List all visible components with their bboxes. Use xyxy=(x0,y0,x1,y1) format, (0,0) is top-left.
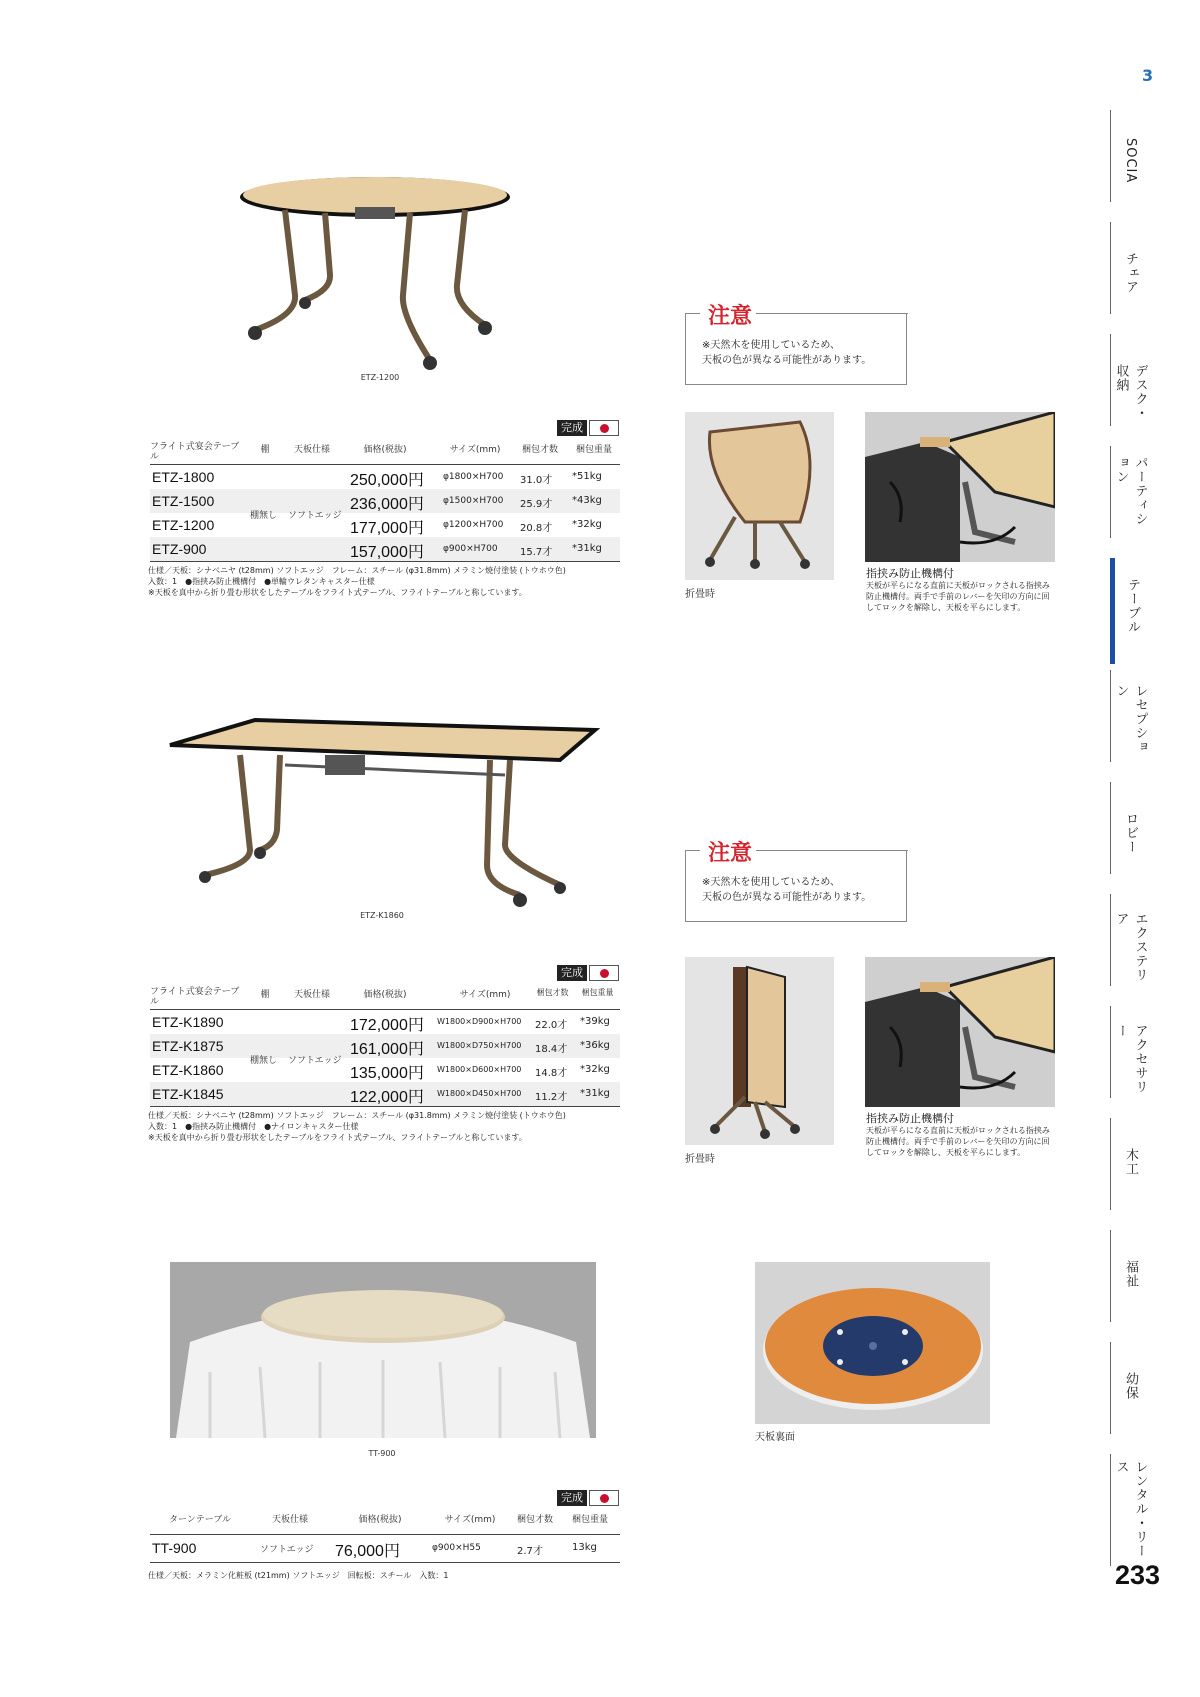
image-caption: TT-900 xyxy=(368,1449,396,1458)
table-row xyxy=(150,489,620,513)
japan-flag-icon xyxy=(589,965,619,981)
table-row xyxy=(150,537,620,561)
mechanism-title: 指挟み防止機構付 xyxy=(866,1112,954,1125)
index-tab-lobby[interactable] xyxy=(1110,782,1150,874)
index-tab-socia[interactable] xyxy=(1110,110,1150,202)
photo-caption: 天板裏面 xyxy=(755,1432,795,1443)
package-weight: *32kg xyxy=(572,519,602,530)
package-cube: 20.8才 xyxy=(520,523,553,534)
round-table-image xyxy=(235,175,515,385)
mechanism-image xyxy=(865,412,1055,562)
turntable-image xyxy=(170,1262,596,1438)
table-row xyxy=(150,465,620,489)
top-spec: ソフトエッジ xyxy=(288,511,342,521)
mechanism-desc: 天板が平らになる直前に天板がロックされる指挟み防止機構付。両手で手前のレバーを矢印の方向に回してロックを解除し、天板を平らにします。 xyxy=(866,581,1050,612)
top-spec: ソフトエッジ xyxy=(288,1056,342,1066)
folded-photo xyxy=(685,957,834,1145)
back-photo xyxy=(755,1262,990,1424)
package-cube: 25.9才 xyxy=(520,499,553,510)
folded-table-image xyxy=(685,412,834,580)
model-name: ETZ-K1845 xyxy=(152,1086,224,1102)
mechanism-photo xyxy=(865,957,1055,1107)
index-label: 木工 xyxy=(1123,1148,1138,1176)
index-label: SOCIA xyxy=(1123,138,1138,184)
note-line: 仕様／天板：メラミン化粧板 (t21mm) ソフトエッジ 回転板：スチール 入数：1 xyxy=(148,1571,449,1580)
made-badge xyxy=(557,965,619,981)
header-size: サイズ(mm) xyxy=(459,990,511,1000)
caution-box xyxy=(685,304,907,385)
size: W1800×D450×H700 xyxy=(437,1089,522,1098)
index-label: レンタル・リース xyxy=(1113,1460,1148,1558)
table-row xyxy=(150,1536,620,1560)
table-row xyxy=(150,1010,620,1034)
price: 76,000円 xyxy=(335,1543,400,1560)
package-weight: *51kg xyxy=(572,471,602,482)
folded-rect-table-image xyxy=(685,957,834,1145)
shelf-spec: 棚無し xyxy=(250,1056,278,1066)
price: 157,000円 xyxy=(350,544,424,561)
photo-caption: 折畳時 xyxy=(685,589,715,600)
spec-table xyxy=(150,442,620,562)
note-line: ※天板を真中から折り畳む形状をしたテーブルをフライト式テーブル、フライトテーブルと称しています。 xyxy=(148,1133,527,1142)
header-size: サイズ(mm) xyxy=(444,1515,496,1525)
header-price: 価格(税抜) xyxy=(363,445,407,455)
index-label: 幼保 xyxy=(1123,1372,1138,1400)
header-size: サイズ(mm) xyxy=(449,445,501,455)
header-cube: 梱包才数 xyxy=(516,1515,553,1525)
package-weight: *31kg xyxy=(572,543,602,554)
model-name: ETZ-1200 xyxy=(152,517,215,533)
price: 172,000円 xyxy=(350,1017,424,1034)
price: 177,000円 xyxy=(350,520,424,537)
index-tab-welfare[interactable] xyxy=(1110,1230,1150,1322)
header-cube: 梱包才数 xyxy=(536,988,569,997)
index-tab-woodwork[interactable] xyxy=(1110,1118,1150,1210)
spec-notes xyxy=(148,565,628,598)
corner-mark: 3 xyxy=(1142,66,1154,85)
size: φ900×H700 xyxy=(443,544,498,554)
model-name: ETZ-K1890 xyxy=(152,1014,224,1030)
header-product: フライト式宴会テーブル xyxy=(150,987,240,1007)
note-line: ※天板を真中から折り畳む形状をしたテーブルをフライト式テーブル、フライトテーブルと称しています。 xyxy=(148,588,527,597)
image-caption: ETZ-K1860 xyxy=(360,911,404,920)
caution-line: 天板の色が異なる可能性があります。 xyxy=(702,355,872,366)
header-top: 天板仕様 xyxy=(293,990,330,1000)
index-tab-exterior[interactable] xyxy=(1110,894,1150,986)
header-weight: 梱包重量 xyxy=(575,445,612,455)
package-cube: 14.8才 xyxy=(535,1068,568,1079)
note-line: 入数：1 ●指挟み防止機構付 ●単輪ウレタンキャスター仕様 xyxy=(148,577,375,586)
model-name: ETZ-1500 xyxy=(152,493,215,509)
japan-flag-icon xyxy=(589,1490,619,1506)
complete-label: 完成 xyxy=(557,1490,587,1506)
size: φ1500×H700 xyxy=(443,496,504,506)
package-weight: *43kg xyxy=(572,495,602,506)
price: 236,000円 xyxy=(350,496,424,513)
model-name: ETZ-1800 xyxy=(152,469,215,485)
index-label: エクステリア xyxy=(1113,912,1148,982)
header-shelf: 棚 xyxy=(260,445,270,455)
spec-table xyxy=(150,987,620,1107)
header-top: 天板仕様 xyxy=(271,1515,308,1525)
price: 161,000円 xyxy=(350,1041,424,1058)
index-tab-desk[interactable] xyxy=(1110,334,1150,426)
table-row xyxy=(150,1058,620,1082)
model-name: TT-900 xyxy=(152,1540,197,1556)
japan-flag-icon xyxy=(589,420,619,436)
index-tab-nursery[interactable] xyxy=(1110,1342,1150,1434)
index-tab-table[interactable] xyxy=(1110,558,1150,664)
index-label: デスク・収納 xyxy=(1113,364,1148,420)
caution-text xyxy=(702,875,871,905)
package-cube: 2.7才 xyxy=(517,1546,543,1557)
size: W1800×D750×H700 xyxy=(437,1041,522,1050)
image-caption: ETZ-1200 xyxy=(360,373,400,382)
index-label: 福祉 xyxy=(1123,1260,1138,1288)
mechanism-title: 指挟み防止機構付 xyxy=(866,567,954,580)
header-product: フライト式宴会テーブル xyxy=(150,442,240,462)
size: φ1200×H700 xyxy=(443,520,504,530)
caution-line: ※天然木を使用しているため、 xyxy=(702,877,840,888)
made-badge xyxy=(557,1490,619,1506)
price: 250,000円 xyxy=(350,472,424,489)
mechanism-desc: 天板が平らになる直前に天板がロックされる指挟み防止機構付。両手で手前のレバーを矢印の方向に回してロックを解除し、天板を平らにします。 xyxy=(866,1126,1050,1157)
index-label: パーティション xyxy=(1113,456,1148,526)
header-product: ターンテーブル xyxy=(168,1515,231,1525)
complete-label: 完成 xyxy=(557,420,587,436)
index-tab-chair[interactable] xyxy=(1110,222,1150,314)
index-tab-rental[interactable] xyxy=(1110,1454,1150,1566)
package-weight: *36kg xyxy=(580,1040,610,1051)
table-row xyxy=(150,513,620,537)
note-line: 仕様／天板：シナベニヤ (t28mm) ソフトエッジ フレーム：スチール (φ31.8mm) メラミン焼付塗装 (トウホウ色) xyxy=(148,566,566,575)
table-row xyxy=(150,1034,620,1058)
rect-table-image xyxy=(165,715,600,920)
header-price: 価格(税抜) xyxy=(358,1515,402,1525)
package-cube: 31.0才 xyxy=(520,475,553,486)
note-line: 入数：1 ●指挟み防止機構付 ●ナイロンキャスター仕様 xyxy=(148,1122,359,1131)
shelf-spec: 棚無し xyxy=(250,511,278,521)
photo-caption: 折畳時 xyxy=(685,1154,715,1165)
size: φ1800×H700 xyxy=(443,472,504,482)
model-name: ETZ-K1860 xyxy=(152,1062,224,1078)
price: 122,000円 xyxy=(350,1089,424,1106)
caution-title: 注意 xyxy=(704,299,756,330)
page-number: 233 xyxy=(1114,1560,1160,1590)
index-label: チェア xyxy=(1123,252,1138,294)
package-weight: *31kg xyxy=(580,1088,610,1099)
index-tab-reception[interactable] xyxy=(1110,670,1150,762)
header-price: 価格(税抜) xyxy=(363,990,407,1000)
table-row xyxy=(150,1082,620,1106)
package-cube: 11.2才 xyxy=(535,1092,568,1103)
header-top: 天板仕様 xyxy=(293,445,330,455)
index-label: ロビー xyxy=(1123,812,1138,854)
index-label: アクセサリー xyxy=(1113,1024,1148,1094)
index-label: レセプション xyxy=(1113,684,1148,754)
size: W1800×D900×H700 xyxy=(437,1017,522,1026)
size: W1800×D600×H700 xyxy=(437,1065,522,1074)
header-shelf: 棚 xyxy=(260,990,270,1000)
index-label: テーブル xyxy=(1125,578,1140,634)
header-weight: 梱包重量 xyxy=(581,988,614,997)
model-name: ETZ-900 xyxy=(152,541,207,557)
price: 135,000円 xyxy=(350,1065,424,1082)
package-weight: 13kg xyxy=(572,1542,597,1553)
package-weight: *39kg xyxy=(580,1016,610,1027)
folded-photo xyxy=(685,412,834,580)
spec-table xyxy=(150,1512,620,1564)
tabletop-back-image xyxy=(755,1262,990,1424)
top-spec: ソフトエッジ xyxy=(260,1545,314,1555)
mechanism-photo xyxy=(865,412,1055,562)
size: φ900×H55 xyxy=(432,1543,481,1553)
package-weight: *32kg xyxy=(580,1064,610,1075)
mechanism-image xyxy=(865,957,1055,1107)
spec-notes xyxy=(148,1110,628,1143)
header-cube: 梱包才数 xyxy=(521,445,558,455)
spec-notes xyxy=(148,1570,628,1581)
complete-label: 完成 xyxy=(557,965,587,981)
caution-line: 天板の色が異なる可能性があります。 xyxy=(702,892,872,903)
model-name: ETZ-K1875 xyxy=(152,1038,224,1054)
caution-text xyxy=(702,338,871,368)
made-badge xyxy=(557,420,619,436)
package-cube: 18.4才 xyxy=(535,1044,568,1055)
caution-line: ※天然木を使用しているため、 xyxy=(702,340,840,351)
package-cube: 15.7才 xyxy=(520,547,553,558)
header-weight: 梱包重量 xyxy=(571,1515,608,1525)
note-line: 仕様／天板：シナベニヤ (t28mm) ソフトエッジ フレーム：スチール (φ31.8mm) メラミン焼付塗装 (トウホウ色) xyxy=(148,1111,566,1120)
index-tab-partition[interactable] xyxy=(1110,446,1150,538)
package-cube: 22.0才 xyxy=(535,1020,568,1031)
index-tab-accessory[interactable] xyxy=(1110,1006,1150,1098)
caution-title: 注意 xyxy=(704,836,756,867)
caution-box xyxy=(685,841,907,922)
